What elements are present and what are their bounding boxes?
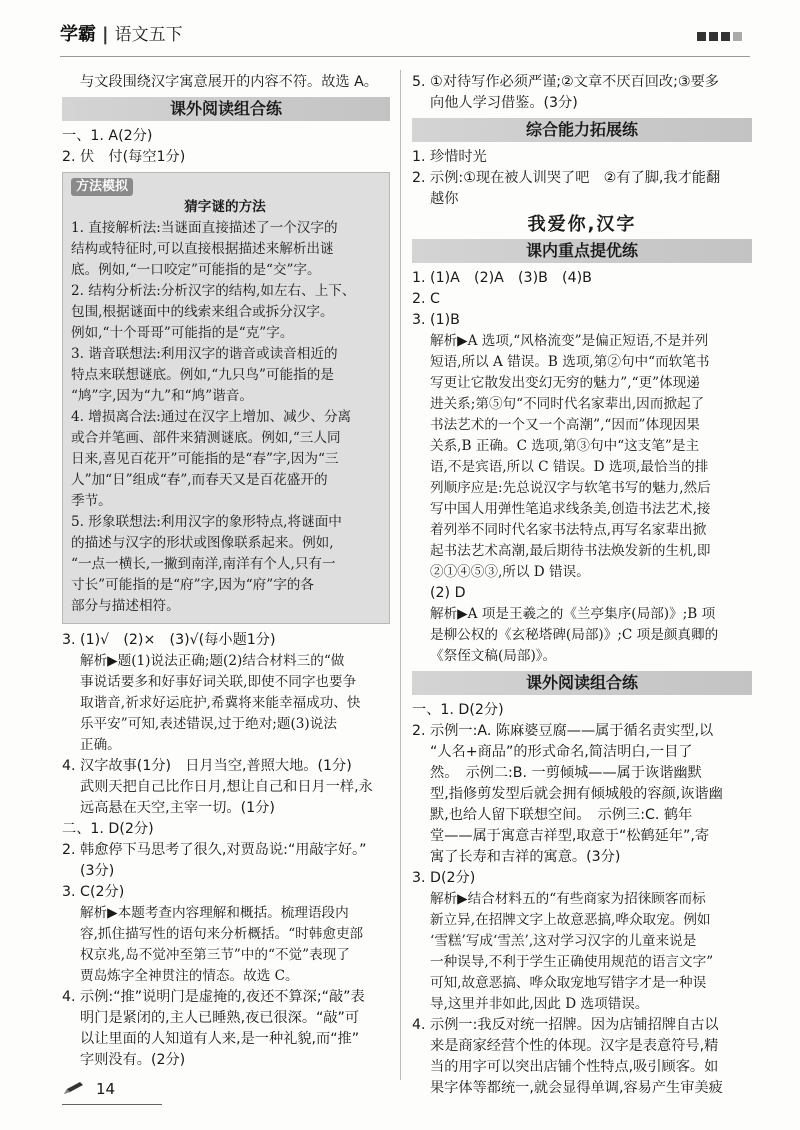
analysis-line: 短语,所以 A 错误。B 选项,第②句中“而软笔书 <box>430 354 710 370</box>
tip-tag: 方法模拟 <box>71 178 133 196</box>
tip-line: 的描述与汉字的形状或图像联系起来。例如, <box>71 535 334 551</box>
answer-line: 武则天把自己比作日月,想让自己和日月一样,永 <box>80 779 373 795</box>
analysis-line: 事说话要多和好事好词关联,即使不同字也要争 <box>80 674 357 690</box>
answer-line: 一、1. A(2分) <box>62 128 153 144</box>
tip-line: “一点一横长,一撇到南洋,南洋有个人,只有一 <box>71 556 336 572</box>
analysis-line: 正确。 <box>80 737 121 753</box>
header-separator: | <box>102 24 109 45</box>
brand-name: 学霸 <box>60 24 96 45</box>
answer-line: 当的用字可以突出店铺个性特点,吸引顾客。如 <box>430 1059 719 1075</box>
answer-line: 4. 示例:“推”说明门是虚掩的,夜还不算深;“敲”表 <box>62 989 365 1005</box>
answer-line: 来是商家经营个性的体现。汉字是表意符号,精 <box>430 1038 719 1054</box>
answer-line: 寓了长寿和吉祥的寓意。(3分) <box>430 849 621 865</box>
answer-line: 然。 示例二:B. 一剪倾城——属于诙谐幽默 <box>430 765 702 781</box>
analysis-line: ‘雪糕’写成‘雪羔’,这对学习汉字的儿童来说是 <box>430 933 697 949</box>
pencil-icon <box>62 1080 86 1096</box>
analysis-line: 解析▶本题考查内容理解和概括。梳理语段内 <box>80 905 349 921</box>
tip-line: 特点来联想谜底。例如,“九只鸟”可能指的是 <box>71 367 334 383</box>
subject-label: 语文五下 <box>114 25 183 45</box>
section-band-extracurricular-reading: 课外阅读组合练 <box>412 671 752 695</box>
answer-line: 堂——属于寓意吉祥型,取意于“松鹤延年”,寄 <box>430 828 710 844</box>
analysis-line: 进关系;第⑤句“不同时代名家辈出,因而掀起了 <box>430 396 705 412</box>
analysis-line: 解析▶题(1)说法正确;题(2)结合材料三的“做 <box>80 653 345 669</box>
method-tip-box <box>62 172 390 624</box>
analysis-line: 容,抓住描写性的语句来分析概括。“时韩愈吏部 <box>80 926 364 942</box>
tip-line: 3. 谐音联想法:利用汉字的谐音或读音相近的 <box>71 346 338 362</box>
page-footer <box>62 1078 192 1106</box>
analysis-block <box>62 651 390 756</box>
answer-line: 3. D(2分) <box>412 870 476 886</box>
analysis-block <box>62 903 390 987</box>
analysis-line: 乐平安”可知,表述错误,过于绝对;题(3)说法 <box>80 716 337 732</box>
analysis-line: 解析▶A 项是王羲之的《兰亭集序(局部)》;B 项 <box>430 606 716 622</box>
answer-line: 远高悬在天空,主宰一切。(1分) <box>80 800 275 816</box>
answer-line: 向他人学习借鉴。(3分) <box>430 95 578 111</box>
analysis-line: 关系,B 正确。C 选项,第③句中“这支笔”是主 <box>430 438 700 454</box>
answer-line: (2) D <box>430 585 466 601</box>
analysis-line: 导,这里并非如此,因此 D 选项错误。 <box>430 996 649 1012</box>
column-divider <box>400 70 401 1080</box>
analysis-line: 可知,故意恶搞、哗众取宠地写错字才是一种误 <box>430 975 707 991</box>
answer-line: 4. 示例一:我反对统一招牌。因为店铺招牌自古以 <box>412 1017 719 1033</box>
tip-line: 1. 直接解析法:当谜面直接描述了一个汉字的 <box>71 220 338 236</box>
tip-line: 日来,喜见百花开”可能指的是“春”字,因为“三 <box>71 451 339 467</box>
answer-line: 果字体等都统一,就会显得单调,容易产生审美疲 <box>430 1080 723 1096</box>
answer-line: “人名+商品”的形式命名,简洁明白,一目了 <box>430 744 693 760</box>
answer-line: 2. 示例:①现在被人训哭了吧 ②有了脚,我才能翻 <box>412 170 721 186</box>
section-band-comprehensive-ability: 综合能力拓展练 <box>412 118 752 142</box>
answer-line: (3分) <box>80 863 115 879</box>
analysis-line: 一种误导,不利于学生正确使用规范的语言文字” <box>430 954 714 970</box>
answer-line: 字则没有。(2分) <box>80 1052 186 1068</box>
answer-line: 2. 伏 付(每空1分) <box>62 149 186 165</box>
answer-line: 3. C(2分) <box>62 884 125 900</box>
book-logo <box>60 20 183 46</box>
tip-line: 例如,“十个哥哥”可能指的是“克”字。 <box>71 325 294 341</box>
tip-line: 人”加“日”组成“春”,而春天又是百花盛开的 <box>71 472 328 488</box>
answer-line: 3. (1)B <box>412 312 460 328</box>
tip-line: 5. 形象联想法:利用汉字的象形特点,将谜面中 <box>71 514 342 530</box>
answer-line: 2. 示例一:A. 陈麻婆豆腐——属于循名责实型,以 <box>412 723 714 739</box>
analysis-line: 起书法艺术高潮,最后期待书法焕发新的生机,即 <box>430 543 711 559</box>
analysis-block <box>412 604 752 667</box>
answer-line: 型,指修剪发型后就会拥有倾城般的容颜,诙谐幽 <box>430 786 723 802</box>
answer-line: 4. 汉字故事(1分) 日月当空,普照大地。(1分) <box>62 758 352 774</box>
tip-line: 结构或特征时,可以直接根据描述来解析出谜 <box>71 241 334 257</box>
answer-line: 2. 韩愈停下马思考了很久,对贾岛说:“用敲字好。” <box>62 842 367 858</box>
analysis-line: 《祭侄文稿(局部)》。 <box>430 648 557 664</box>
page-number: 14 <box>96 1080 116 1098</box>
analysis-line: 语,不是宾语,所以 C 错误。D 选项,最恰当的排 <box>430 459 709 475</box>
section-band-in-class-key-points: 课内重点提优练 <box>412 239 752 263</box>
answer-line: 明门是紧闭的,主人已睡熟,夜已很深。“敲”可 <box>80 1010 360 1026</box>
analysis-line: 列顺序应是:先总说汉字与软笔书写的魅力,然后 <box>430 480 711 496</box>
answer-line: 二、1. D(2分) <box>62 821 154 837</box>
right-column <box>412 72 752 1099</box>
left-line: 与文段围绕汉字寓意展开的内容不符。故选 A。 <box>80 74 378 90</box>
analysis-line: 解析▶结合材料五的“有些商家为招徕顾客而标 <box>430 891 706 907</box>
tip-line: 4. 增损离合法:通过在汉字上增加、减少、分离 <box>71 409 352 425</box>
answer-line: 越你 <box>430 191 459 207</box>
answer-line: 5. ①对待写作必须严谨;②文章不厌百回改;③要多 <box>412 74 719 90</box>
analysis-line: 着列举不同时代名家书法特点,再写名家辈出掀 <box>430 522 707 538</box>
analysis-line: 写更让它散发出变幻无穷的魅力”,“更”体现递 <box>430 375 700 391</box>
left-column <box>62 72 390 1071</box>
analysis-line: 书法艺术的一个又一个高潮”,“因而”体现因果 <box>430 417 700 433</box>
analysis-line: 新立异,在招牌文字上故意恶搞,哗众取宠。例如 <box>430 912 711 928</box>
answer-line: 3. (1)√ (2)× (3)√(每小题1分) <box>62 632 276 648</box>
tip-line: 寸长”可能指的是“府”字,因为“府”字的各 <box>71 577 314 593</box>
unit-title: 我爱你,汉字 <box>527 214 637 235</box>
analysis-line: 是柳公权的《玄秘塔碑(局部)》;C 项是颜真卿的 <box>430 627 719 643</box>
answer-line: 1. 珍惜时光 <box>412 149 487 165</box>
analysis-line: 解析▶A 选项,“风格流变”是偏正短语,不是并列 <box>430 333 709 349</box>
analysis-line: 取谐音,祈求好运庇护,希冀将来能幸福成功、快 <box>80 695 361 711</box>
answer-line: 1. (1)A (2)A (3)B (4)B <box>412 270 592 286</box>
analysis-block <box>412 889 752 1015</box>
section-band-extracurricular-reading: 课外阅读组合练 <box>62 97 390 121</box>
analysis-line: 贾岛炼字全神贯注的情态。故选 C。 <box>80 968 299 984</box>
tip-line: “鸠”字,因为“九”和“鸠”谐音。 <box>71 388 253 404</box>
tip-line: 季节。 <box>71 493 112 509</box>
analysis-line: 权京兆,岛不觉冲至第三节”中的“不觉”表现了 <box>80 947 350 963</box>
tip-title: 猜字谜的方法 <box>184 199 266 215</box>
answer-line: 一、1. D(2分) <box>412 702 504 718</box>
header-squares-decoration <box>697 32 742 41</box>
analysis-block <box>412 331 752 583</box>
tip-line: 或合并笔画、部件来猜测谜底。例如,“三人同 <box>71 430 341 446</box>
answer-line: 2. C <box>412 291 440 307</box>
analysis-line: 写中国人用弹性笔追求线条美,创造书法艺术,接 <box>430 501 711 517</box>
tip-line: 底。例如,“一口咬定”可能指的是“交”字。 <box>71 262 321 278</box>
tip-line: 2. 结构分析法:分析汉字的结构,如左右、上下、 <box>71 283 356 299</box>
page-header <box>60 14 750 56</box>
answer-line: 以让里面的人知道有人来,是一种礼貌,而“推” <box>80 1031 360 1047</box>
answer-line: 默,也给人留下联想空间。 示例三:C. 鹤年 <box>430 807 693 823</box>
header-rule <box>60 56 750 57</box>
analysis-line: ②①④⑤③,所以 D 错误。 <box>430 564 590 580</box>
tip-line: 包围,根据谜面中的线索来组合或拆分汉字。 <box>71 304 334 320</box>
tip-line: 部分与描述相符。 <box>71 598 180 614</box>
footer-rule <box>62 1104 162 1105</box>
